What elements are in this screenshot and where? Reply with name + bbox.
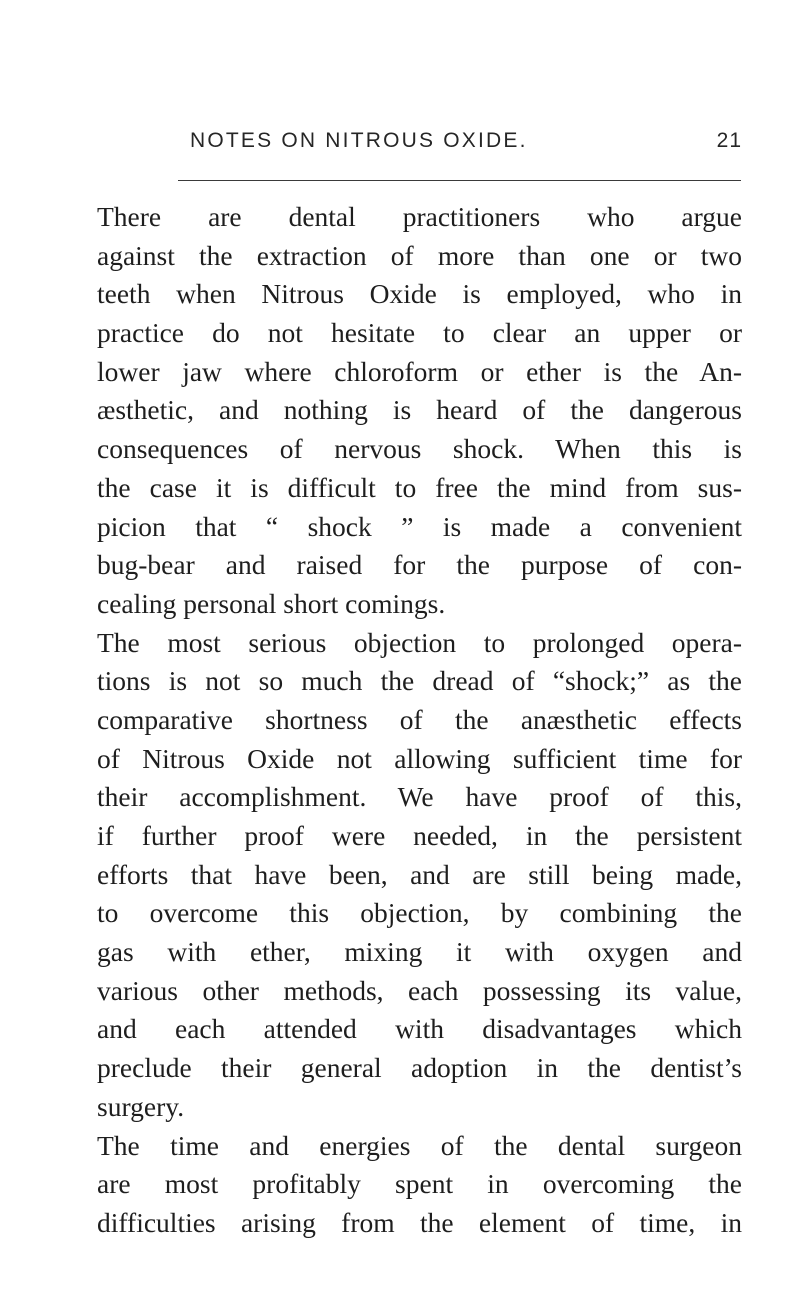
text-line: picion that “ shock ” is made a convenient [97, 510, 742, 542]
running-title: NOTES ON NITROUS OXIDE. [190, 129, 528, 152]
text-line: bug-bear and raised for the purpose of con- [97, 549, 742, 581]
text-line: the case it is difficult to free the mind from sus- [97, 471, 742, 503]
text-line: surgery. [97, 1090, 185, 1122]
text-line: consequences of nervous shock. When this is [97, 433, 742, 465]
text-line: æsthetic, and nothing is heard of the dangerous [97, 394, 742, 426]
page-header [190, 129, 742, 165]
text-line: and each attended with disadvantages which [97, 1013, 742, 1045]
text-line: to overcome this objection, by combining the [97, 897, 742, 929]
header-rule [178, 180, 741, 181]
page-number: 21 [716, 129, 742, 152]
text-line: efforts that have been, and are still being made, [97, 858, 742, 890]
text-line: lower jaw where chloroform or ether is the An- [97, 355, 742, 387]
text-line: difficulties arising from the element of time, in [97, 1206, 742, 1238]
text-line: of Nitrous Oxide not allowing sufficient time for [97, 742, 742, 774]
text-line: gas with ether, mixing it with oxygen and [97, 936, 742, 968]
text-line: various other methods, each possessing its value, [97, 974, 742, 1006]
text-line: practice do not hesitate to clear an upper or [97, 317, 742, 349]
text-line: cealing personal short comings. [97, 587, 446, 619]
text-line: comparative shortness of the anæsthetic effects [97, 703, 742, 735]
text-line: teeth when Nitrous Oxide is employed, who in [97, 278, 742, 310]
text-line: if further proof were needed, in the persistent [97, 820, 742, 851]
text-line: tions is not so much the dread of “shock;” as the [97, 665, 742, 697]
body-text [97, 198, 742, 1243]
text-line: The time and energies of the dental surgeon [97, 1129, 742, 1161]
text-line: their accomplishment. We have proof of this, [97, 781, 742, 813]
text-line: preclude their general adoption in the dentist’s [97, 1052, 742, 1084]
text-line: against the extraction of more than one or two [97, 239, 742, 271]
text-line: There are dental practitioners who argue [97, 201, 742, 232]
text-line: The most serious objection to prolonged opera- [97, 626, 742, 658]
text-line: are most profitably spent in overcoming the [97, 1168, 742, 1200]
